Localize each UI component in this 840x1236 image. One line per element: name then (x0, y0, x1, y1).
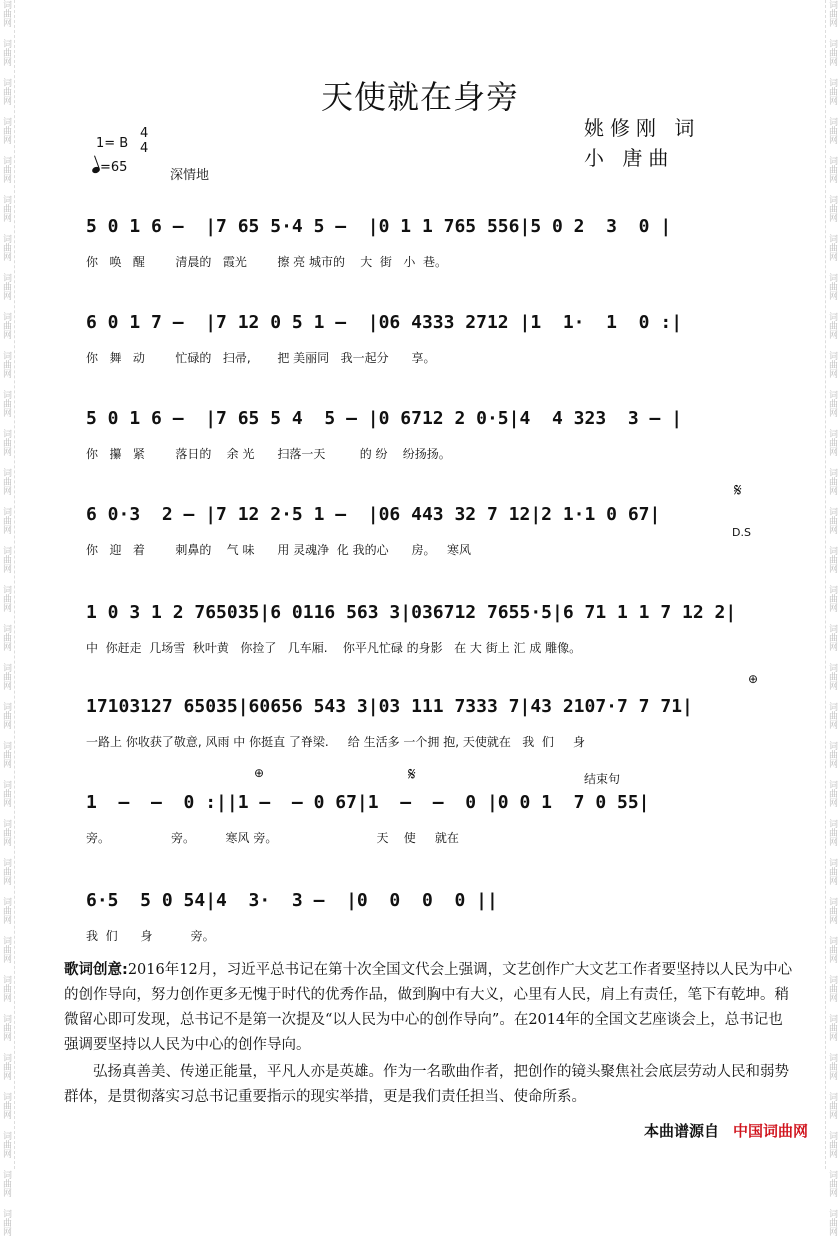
song-title: 天使就在身旁 (320, 78, 519, 116)
lyrics-line: 你 攥 紧 落日的 余 光 扫落一天 的 纷 纷扬扬。 (86, 447, 451, 461)
lyrics-line: 你 迎 着 刺鼻的 气 味 用 灵魂净 化 我的心 房。 寒风 (86, 543, 471, 557)
watermark-text: 词曲网 (827, 273, 837, 300)
composer-credit: 小 唐曲 (584, 146, 675, 170)
watermark-text: 词曲网 (1, 117, 11, 144)
watermark-text: 词曲网 (1, 1053, 11, 1080)
watermark-text: 词曲网 (1, 663, 11, 690)
watermark-text: 词曲网 (827, 1131, 837, 1158)
watermark-text: 词曲网 (1, 468, 11, 495)
coda-icon: ⊕ (748, 672, 759, 686)
watermark-text: 词曲网 (827, 1209, 837, 1236)
key-signature: 1= B (96, 136, 129, 151)
watermark-text: 词曲网 (1, 819, 11, 846)
watermark-text: 词曲网 (1, 234, 11, 261)
watermark-text: 词曲网 (1, 624, 11, 651)
lyrics-line: 你 舞 动 忙碌的 扫帚, 把 美丽同 我一起分 享。 (86, 351, 436, 365)
watermark-text: 词曲网 (827, 351, 837, 378)
watermark-text: 词曲网 (1, 78, 11, 105)
lyrics-note-paragraph: 弘扬真善美、传递正能量，平凡人亦是英雄。作为一名歌曲作者，把创作的镜头聚焦社会底层劳动人民和弱势群体，是贯彻落实习总书记重要指示的现实举措，更是我们责任担当、使命所系。 (64, 1064, 789, 1105)
lyrics-note (64, 958, 794, 1110)
notation-line: 5 0 1 6 – |7 65 5·4 5 – |0 1 1 765 556|5 0 2 3 0 | (86, 216, 672, 237)
site-link[interactable]: 中国词曲网 (732, 1122, 808, 1140)
watermark-text: 词曲网 (827, 741, 837, 768)
lyrics-line: 我 们 身 旁。 (86, 929, 215, 943)
watermark-text: 词曲网 (1, 351, 11, 378)
watermark-text: 词曲网 (827, 429, 837, 456)
watermark-text: 词曲网 (1, 1209, 11, 1236)
watermark-text: 词曲网 (1, 1014, 11, 1041)
source-footer: 本曲谱源自 中国词曲网 (643, 1122, 808, 1140)
watermark-text: 词曲网 (827, 663, 837, 690)
watermark-text: 词曲网 (1, 780, 11, 807)
notation-line: 1 0 3 1 2 765035|6 0116 563 3|036712 7655·5|6 71 1 1 7 12 2| (86, 602, 737, 623)
ds-marking: D.S (732, 526, 751, 539)
notation-line: 6 0 1 7 – |7 12 0 5 1 – |06 4333 2712 |1 1· 1 0 :| (86, 312, 683, 333)
watermark-text: 词曲网 (827, 468, 837, 495)
watermark-text: 词曲网 (1, 273, 11, 300)
watermark-text: 词曲网 (827, 1170, 837, 1197)
watermark-text: 词曲网 (827, 1014, 837, 1041)
time-signature: 4 4 (140, 126, 149, 156)
watermark-text: 词曲网 (827, 0, 837, 27)
watermark-text: 词曲网 (1, 1131, 11, 1158)
watermark-text: 词曲网 (827, 819, 837, 846)
watermark-text: 词曲网 (827, 897, 837, 924)
watermark-text: 词曲网 (1, 858, 11, 885)
watermark-text: 词曲网 (827, 975, 837, 1002)
watermark-text: 词曲网 (1, 975, 11, 1002)
watermark-text: 词曲网 (827, 585, 837, 612)
watermark-text: 词曲网 (827, 117, 837, 144)
watermark-text: 词曲网 (1, 546, 11, 573)
watermark-left (0, 0, 15, 1236)
watermark-text: 词曲网 (1, 429, 11, 456)
watermark-text: 词曲网 (1, 156, 11, 183)
segno-icon: 𝄋 (408, 764, 416, 785)
watermark-text: 词曲网 (827, 234, 837, 261)
watermark-text: 词曲网 (1, 39, 11, 66)
notation-line: 17103127 65035|60656 543 3|03 111 7333 7|43 2107·7 7 71| (86, 696, 693, 717)
watermark-text: 词曲网 (1, 507, 11, 534)
watermark-text: 词曲网 (827, 546, 837, 573)
watermark-text: 词曲网 (827, 156, 837, 183)
notation-line: 6·5 5 0 54|4 3· 3 – |0 0 0 0 || (86, 890, 498, 911)
watermark-text: 词曲网 (827, 780, 837, 807)
tempo-marking: =65 (92, 160, 127, 175)
lyrics-line: 旁。 旁。 寒风 旁。 天 使 就在 (86, 831, 459, 845)
notation-line: 1 – – 0 :||1 – – 0 67|1 – – 0 |0 0 1 7 0 55| (86, 792, 650, 813)
watermark-text: 词曲网 (827, 390, 837, 417)
watermark-text: 词曲网 (827, 312, 837, 339)
watermark-text: 词曲网 (827, 78, 837, 105)
lyrics-line: 你 唤 醒 清晨的 霞光 擦 亮 城市的 大 街 小 巷。 (86, 255, 447, 269)
lyricist-credit: 姚修刚 词 (584, 116, 701, 140)
expression-marking: 深情地 (170, 168, 210, 183)
notation-line: 6 0·3 2 – |7 12 2·5 1 – |06 443 32 7 12|2 1·1 0 67| (86, 504, 661, 525)
watermark-text: 词曲网 (827, 1092, 837, 1119)
watermark-text: 词曲网 (827, 39, 837, 66)
watermark-text: 词曲网 (1, 741, 11, 768)
lyrics-line: 一路上 你收获了敬意, 风雨 中 你挺直 了脊梁. 给 生活多 一个拥 抱, 天使就在 我 们 身 (86, 735, 585, 749)
watermark-text: 词曲网 (1, 702, 11, 729)
watermark-text: 词曲网 (1, 936, 11, 963)
watermark-text: 词曲网 (827, 195, 837, 222)
watermark-text: 词曲网 (1, 195, 11, 222)
watermark-text: 词曲网 (827, 1053, 837, 1080)
notation-line: 5 0 1 6 – |7 65 5 4 5 – |0 6712 2 0·5|4 4 323 3 – | (86, 408, 683, 429)
watermark-text: 词曲网 (1, 897, 11, 924)
coda-icon: ⊕ (254, 766, 265, 780)
watermark-text: 词曲网 (1, 390, 11, 417)
watermark-text: 词曲网 (1, 1092, 11, 1119)
watermark-text: 词曲网 (1, 312, 11, 339)
watermark-text: 词曲网 (1, 1170, 11, 1197)
watermark-text: 词曲网 (827, 858, 837, 885)
segno-icon: 𝄋 (734, 480, 742, 501)
watermark-text: 词曲网 (827, 936, 837, 963)
lyrics-line: 中 你赶走 几场雪 秋叶黄 你捡了 几车厢. 你平凡忙碌 的身影 在 大 街上 汇 成 雕像。 (86, 641, 582, 655)
coda-ending-label: 结束句 (584, 772, 621, 786)
watermark-text: 词曲网 (1, 0, 11, 27)
lyrics-note-paragraph: 歌词创意:2016年12月，习近平总书记在第十次全国文代会上强调，文艺创作广大文艺工作者要坚持以人民为中心的创作导向，努力创作更多无愧于时代的优秀作品，做到胸中有大义，心里有人民，肩上有责任，笔下有乾坤。稍微留心即可发现，总书记不是第一次提及“以人民为中心的创作导向”。在2014年的全国文艺座谈会上，总书记也强调要坚持以人民为中心的创作导向。 (64, 962, 793, 1053)
watermark-right (825, 0, 840, 1236)
watermark-text: 词曲网 (827, 507, 837, 534)
watermark-text: 词曲网 (827, 624, 837, 651)
watermark-text: 词曲网 (1, 585, 11, 612)
watermark-text: 词曲网 (827, 702, 837, 729)
